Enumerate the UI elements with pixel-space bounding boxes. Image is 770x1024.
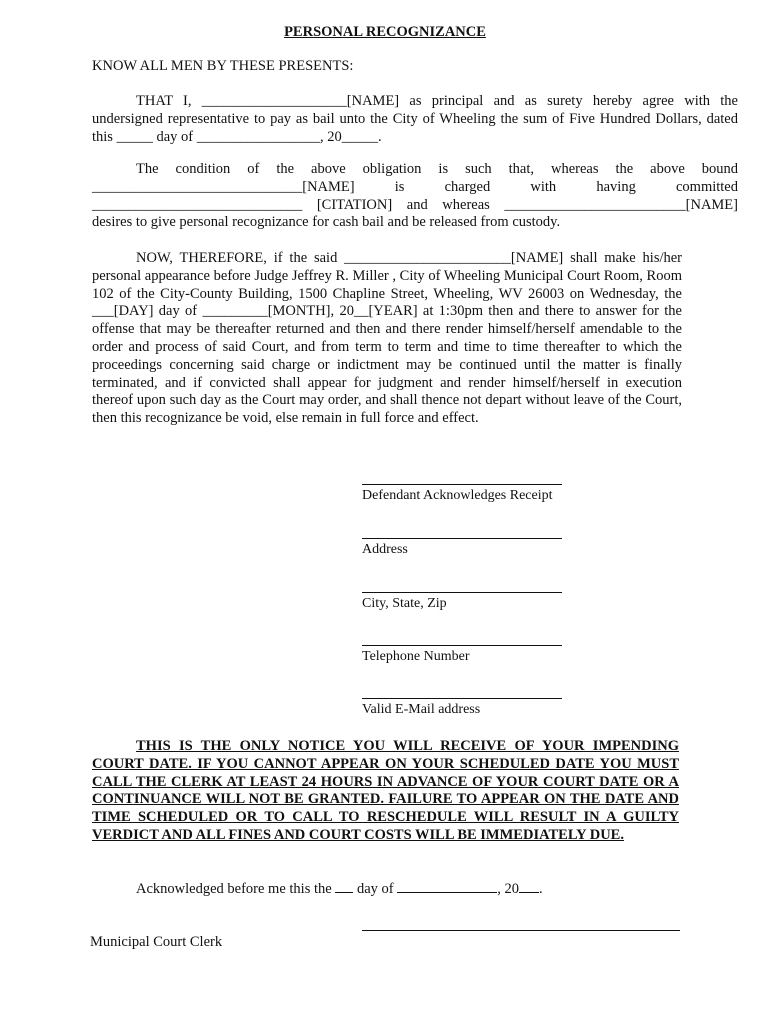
city-state-zip-label: City, State, Zip — [362, 596, 447, 611]
condition-paragraph: The condition of the above obligation is such that, whereas the above bound _____________________________[NAME] is charged with having committed _____________________________ [CITATION] and whereas _________________________[NAME] desires to give personal recognizance for cash bail and be released from custody. — [92, 161, 738, 231]
ack-year-prefix: , 20 — [497, 881, 519, 897]
appearance-paragraph: NOW, THEREFORE, if the said _______________________[NAME] shall make his/her personal appearance before Judge Jeffrey R. Miller , City of Wheeling Municipal Court Room, Room 102 of the City-County Building, 1500 Chapline Street, Wheeling, WV 26003 on Wednesday, the ___[DAY] day of _________[MONTH], 20__[YEAR] at 1:30pm then and there to answer for the offense that may be thereafter returned and then and there render himself/herself amendable to the order and process of said Court, and from term to term and time to time thereafter to which the proceedings concerning said charge or indictment may be continued until the matter is finally terminated, and if convicted shall appear for judgment and render himself/herself in execution thereof upon such day as the Court may order, and shall thence not depart without leave of the Court, then this recognizance be void, else remain in full force and effect. — [92, 250, 682, 427]
acknowledgement-line — [136, 880, 543, 898]
telephone-line[interactable] — [362, 645, 562, 646]
address-label: Address — [362, 542, 408, 557]
ack-prefix: Acknowledged before me this the — [136, 881, 332, 897]
bail-paragraph: THAT I, ____________________[NAME] as principal and as surety hereby agree with the undersigned representative to pay as bail unto the City of Wheeling the sum of Five Hundred Dollars, dated this _____ day of _________________, 20_____. — [92, 93, 738, 145]
clerk-signature-line[interactable] — [362, 930, 680, 931]
city-state-zip-line[interactable] — [362, 592, 562, 593]
defendant-signature-label: Defendant Acknowledges Receipt — [362, 488, 553, 503]
ack-day-of: day of — [356, 881, 394, 897]
email-line[interactable] — [362, 698, 562, 699]
address-line[interactable] — [362, 538, 562, 539]
defendant-signature-line[interactable] — [362, 484, 562, 485]
email-label: Valid E-Mail address — [362, 702, 481, 717]
intro-line: KNOW ALL MEN BY THESE PRESENTS: — [92, 58, 354, 74]
ack-suffix: . — [538, 881, 543, 897]
ack-year-blank[interactable] — [519, 880, 539, 893]
court-date-notice: THIS IS THE ONLY NOTICE YOU WILL RECEIVE OF YOUR IMPENDING COURT DATE. IF YOU CANNOT APPEAR ON YOUR SCHEDULED DATE YOU MUST CALL THE CLERK AT LEAST 24 HOURS IN ADVANCE OF YOUR COURT DATE OR A CONTINUANCE WILL NOT BE GRANTED. FAILURE TO APPEAR ON THE DATE AND TIME SCHEDULED OR TO CALL TO RESCHEDULE WILL RESULT IN A GUILTY VERDICT AND ALL FINES AND COURT COSTS WILL BE IMMEDIATELY DUE. — [92, 738, 679, 843]
telephone-label: Telephone Number — [362, 649, 470, 664]
ack-day-blank[interactable] — [335, 880, 353, 893]
ack-month-blank[interactable] — [397, 880, 497, 893]
document-title: PERSONAL RECOGNIZANCE — [284, 24, 486, 40]
clerk-label: Municipal Court Clerk — [90, 934, 223, 950]
